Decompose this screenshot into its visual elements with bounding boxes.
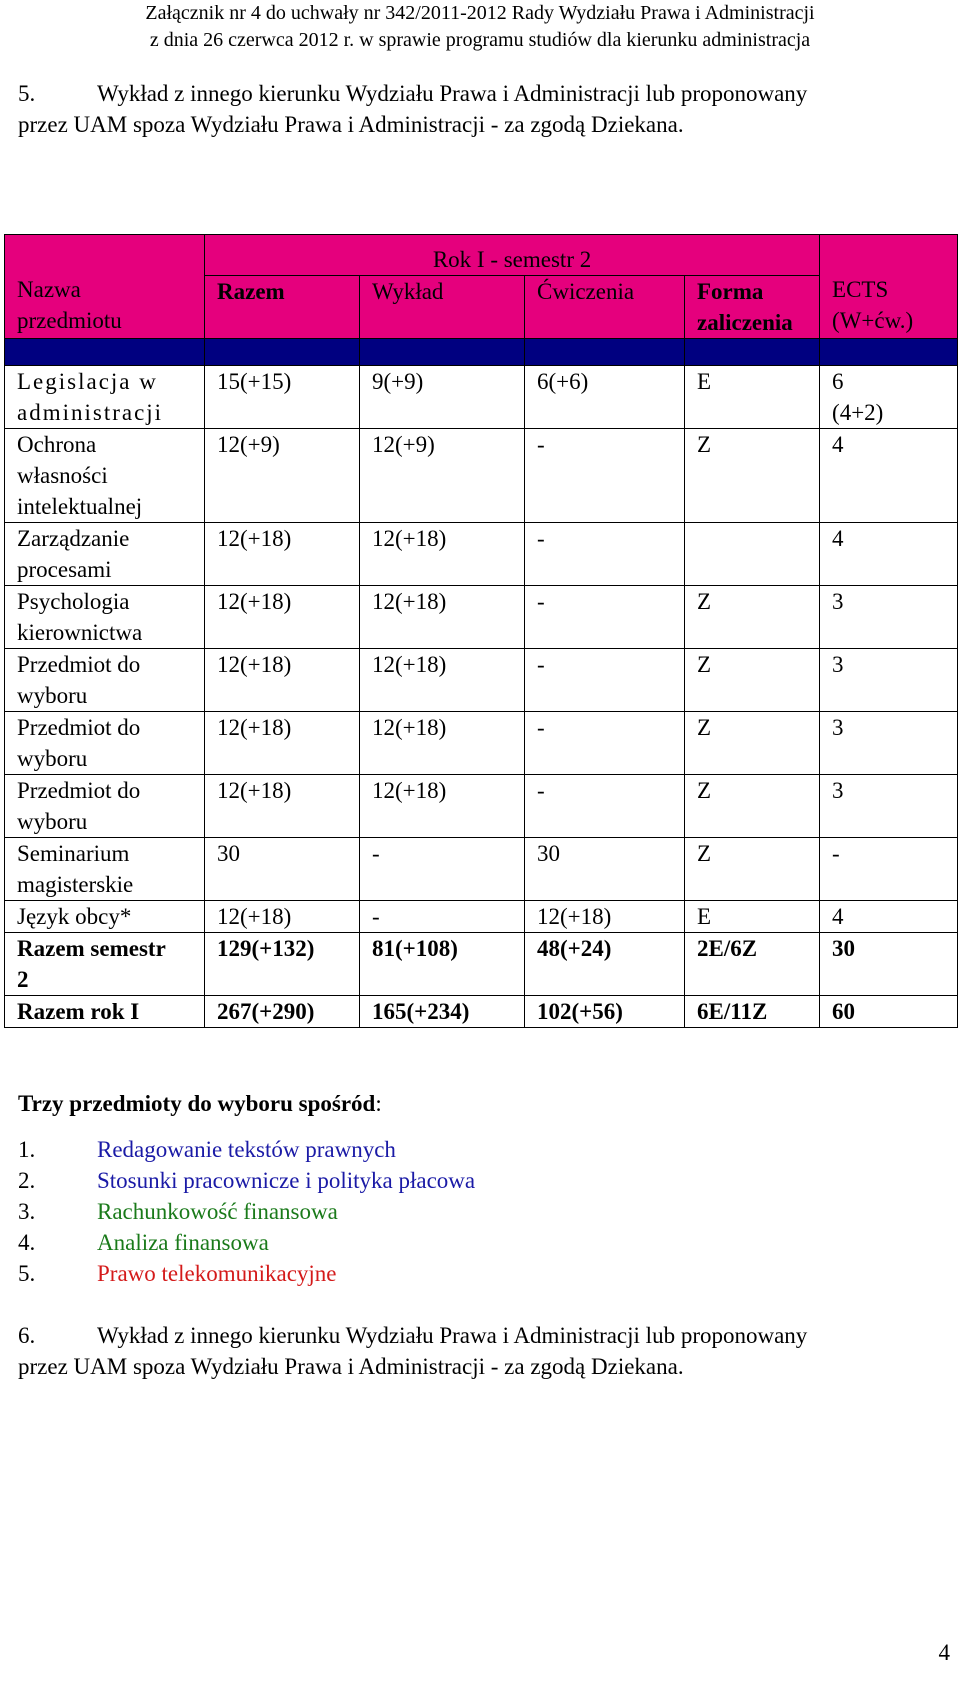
list-item: [18, 1227, 948, 1258]
header-exercises: Ćwiczenia: [525, 276, 685, 339]
year-total-label: Razem rok I: [5, 996, 205, 1028]
exercise-hours: -: [525, 429, 685, 523]
list-item-text: Redagowanie tekstów prawnych: [97, 1137, 396, 1162]
total-hours: 12(+18): [205, 901, 360, 933]
year-total-lecture: 165(+234): [360, 996, 525, 1028]
lecture-hours: 12(+18): [360, 523, 525, 586]
header-lecture: Wykład: [360, 276, 525, 339]
assessment-form: Z: [685, 775, 820, 838]
header-line-2: z dnia 26 czerwca 2012 r. w sprawie programu studiów dla kierunku administracja: [149, 29, 811, 51]
page-header: [0, 0, 960, 54]
ects-points: 4: [820, 429, 958, 523]
table-row: [5, 775, 958, 838]
subject-name: Seminarium magisterskie: [5, 838, 205, 901]
total-hours: 12(+18): [205, 649, 360, 712]
table-row: [5, 429, 958, 523]
assessment-form: Z: [685, 429, 820, 523]
lecture-hours: -: [360, 838, 525, 901]
assessment-form: E: [685, 901, 820, 933]
list-item: [18, 1196, 948, 1227]
semester-title: Rok I - semestr 2: [205, 235, 820, 276]
semester-total-hours: 129(+132): [205, 933, 360, 996]
list-item-text: Rachunkowość finansowa: [97, 1199, 338, 1224]
subject-name: Przedmiot do wyboru: [5, 775, 205, 838]
subject-name: Język obcy*: [5, 901, 205, 933]
header-line-1: Załącznik nr 4 do uchwały nr 342/2011-2012 Rady Wydziału Prawa i Administracji: [145, 2, 815, 24]
year-total-ects: 60: [820, 996, 958, 1028]
electives-list: [18, 1088, 948, 1382]
year-total-row: [5, 996, 958, 1028]
lecture-hours: 12(+9): [360, 429, 525, 523]
assessment-form: Z: [685, 586, 820, 649]
list-item: [18, 1165, 948, 1196]
lecture-hours: 12(+18): [360, 775, 525, 838]
exercise-hours: 6(+6): [525, 366, 685, 429]
semester-total-form: 2E/6Z: [685, 933, 820, 996]
ects-points: 4: [820, 901, 958, 933]
total-hours: 12(+18): [205, 775, 360, 838]
bottom-note: [18, 1320, 948, 1382]
header-subject-name: Nazwa przedmiotu: [5, 235, 205, 339]
lecture-hours: -: [360, 901, 525, 933]
list-item-text: Prawo telekomunikacyjne: [97, 1261, 337, 1286]
top-note-number: 5.: [18, 81, 36, 106]
ects-points: 3: [820, 712, 958, 775]
subject-name: Legislacja w administracji: [5, 366, 205, 429]
total-hours: 12(+18): [205, 712, 360, 775]
subject-name: Zarządzanie procesami: [5, 523, 205, 586]
exercise-hours: -: [525, 586, 685, 649]
ects-points: 4: [820, 523, 958, 586]
assessment-form: E: [685, 366, 820, 429]
list-item-number: 3.: [18, 1199, 36, 1224]
subject-name: Przedmiot do wyboru: [5, 649, 205, 712]
list-item-number: 2.: [18, 1168, 36, 1193]
exercise-hours: -: [525, 712, 685, 775]
semester-total-ects: 30: [820, 933, 958, 996]
table-row: [5, 586, 958, 649]
semester-total-row: [5, 933, 958, 996]
list-item-number: 1.: [18, 1137, 36, 1162]
table-row: [5, 649, 958, 712]
total-hours: 12(+18): [205, 586, 360, 649]
total-hours: 15(+15): [205, 366, 360, 429]
year-total-exercises: 102(+56): [525, 996, 685, 1028]
page-number: 4: [938, 1640, 950, 1665]
lecture-hours: 12(+18): [360, 586, 525, 649]
subject-name: Przedmiot do wyboru: [5, 712, 205, 775]
semester-total-exercises: 48(+24): [525, 933, 685, 996]
subject-name: Psychologia kierownictwa: [5, 586, 205, 649]
semester-total-lecture: 81(+108): [360, 933, 525, 996]
total-hours: 12(+9): [205, 429, 360, 523]
ects-points: 3: [820, 586, 958, 649]
header-separator-row: [5, 339, 958, 366]
header-total: Razem: [205, 276, 360, 339]
year-total-hours: 267(+290): [205, 996, 360, 1028]
list-item-number: 4.: [18, 1230, 36, 1255]
assessment-form: Z: [685, 712, 820, 775]
table-row: [5, 523, 958, 586]
ects-points: 6 (4+2): [820, 366, 958, 429]
list-item: [18, 1258, 948, 1289]
top-note-line-2: przez UAM spoza Wydziału Prawa i Administracji - za zgodą Dziekana.: [18, 112, 684, 137]
list-item: [18, 1134, 948, 1165]
total-hours: 12(+18): [205, 523, 360, 586]
year-total-form: 6E/11Z: [685, 996, 820, 1028]
bottom-note-line-2: przez UAM spoza Wydziału Prawa i Administracji - za zgodą Dziekana.: [18, 1354, 684, 1379]
bottom-note-line-1: Wykład z innego kierunku Wydziału Prawa i Administracji lub proponowany: [97, 1323, 808, 1348]
assessment-form: [685, 523, 820, 586]
header-form: Forma zaliczenia: [685, 276, 820, 339]
top-note: [18, 78, 948, 140]
list-item-text: Analiza finansowa: [97, 1230, 269, 1255]
lecture-hours: 12(+18): [360, 712, 525, 775]
table-row: [5, 366, 958, 429]
ects-points: -: [820, 838, 958, 901]
curriculum-table: [4, 234, 958, 1028]
assessment-form: Z: [685, 838, 820, 901]
subject-name: Ochrona własności intelektualnej: [5, 429, 205, 523]
exercise-hours: 12(+18): [525, 901, 685, 933]
list-item-text: Stosunki pracownicze i polityka płacowa: [97, 1168, 476, 1193]
semester-total-label: Razem semestr 2: [5, 933, 205, 996]
electives-heading: Trzy przedmioty do wyboru spośród:: [18, 1091, 382, 1116]
ects-points: 3: [820, 649, 958, 712]
table-row: [5, 838, 958, 901]
exercise-hours: -: [525, 649, 685, 712]
exercise-hours: 30: [525, 838, 685, 901]
exercise-hours: -: [525, 523, 685, 586]
lecture-hours: 9(+9): [360, 366, 525, 429]
bottom-note-number: 6.: [18, 1323, 36, 1348]
top-note-line-1: Wykład z innego kierunku Wydziału Prawa i Administracji lub proponowany: [97, 81, 808, 106]
table-row: [5, 712, 958, 775]
assessment-form: Z: [685, 649, 820, 712]
table-row: [5, 901, 958, 933]
total-hours: 30: [205, 838, 360, 901]
list-item-number: 5.: [18, 1261, 36, 1286]
exercise-hours: -: [525, 775, 685, 838]
lecture-hours: 12(+18): [360, 649, 525, 712]
ects-points: 3: [820, 775, 958, 838]
header-ects: ECTS (W+ćw.): [820, 235, 958, 339]
